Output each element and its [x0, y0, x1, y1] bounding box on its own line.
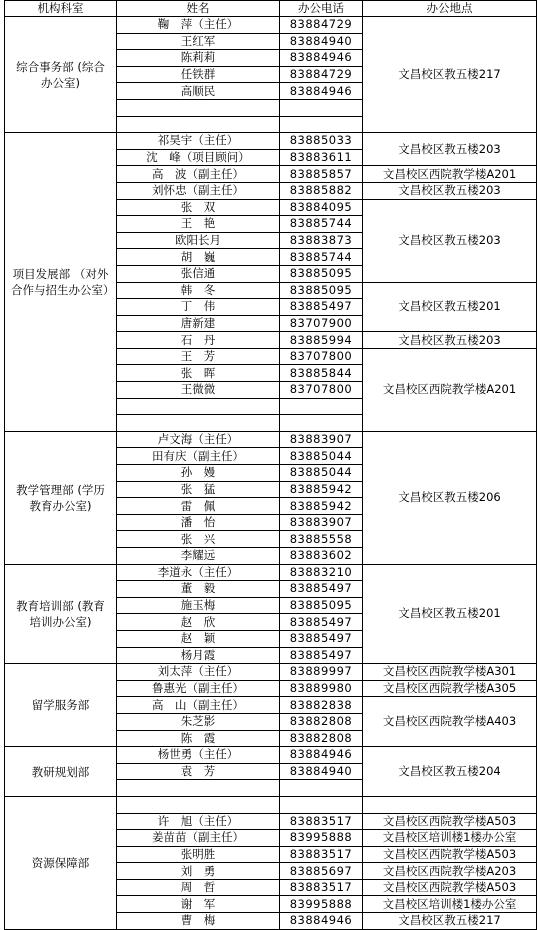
staff-name-cell: 卢文海（主任）	[117, 431, 280, 448]
phone-cell: 83707800	[280, 382, 363, 399]
table-row	[5, 664, 537, 681]
office-location-cell: 文昌校区西院教学楼A201	[363, 166, 537, 183]
office-location-cell: 文昌校区教五楼203	[363, 332, 537, 349]
staff-name-cell: 张明胜	[117, 846, 280, 863]
office-location-cell: 文昌校区西院教学楼A305	[363, 680, 537, 697]
phone-cell	[280, 796, 363, 813]
phone-cell: 83885497	[280, 614, 363, 631]
department-cell: 项目发展部 （对外合作与招生办公室）	[5, 133, 117, 432]
phone-cell	[280, 99, 363, 116]
phone-cell: 83883210	[280, 564, 363, 581]
department-cell: 教研规划部	[5, 747, 117, 797]
staff-name-cell: 任铁群	[117, 66, 280, 83]
staff-name-cell: 曹 梅	[117, 913, 280, 930]
staff-name-cell: 许 旭（主任）	[117, 813, 280, 830]
office-location-cell: 文昌校区培训楼1楼办公室	[363, 896, 537, 913]
department-cell: 综合事务部 (综合办公室)	[5, 17, 117, 133]
staff-name-cell: 欧阳长月	[117, 232, 280, 249]
phone-cell: 83883517	[280, 879, 363, 896]
header-phone: 办公电话	[280, 1, 363, 17]
phone-cell: 83885744	[280, 216, 363, 233]
phone-cell: 83885942	[280, 498, 363, 515]
phone-cell: 83885497	[280, 647, 363, 664]
staff-name-cell: 董 毅	[117, 581, 280, 598]
phone-cell	[280, 398, 363, 415]
office-location-cell: 文昌校区西院教学楼A301	[363, 664, 537, 681]
staff-name-cell: 胡 巍	[117, 249, 280, 266]
staff-name-cell: 高 波（副主任）	[117, 166, 280, 183]
staff-name-cell: 雷 佩	[117, 498, 280, 515]
staff-name-cell: 陈莉莉	[117, 50, 280, 67]
phone-cell: 83889997	[280, 664, 363, 681]
phone-cell: 83885857	[280, 166, 363, 183]
staff-name-cell: 沈 峰（项目顾问）	[117, 149, 280, 166]
staff-name-cell: 张 兴	[117, 531, 280, 548]
staff-name-cell: 赵 颖	[117, 630, 280, 647]
phone-cell: 83884946	[280, 747, 363, 764]
office-location-cell: 文昌校区西院教学楼A203	[363, 863, 537, 880]
phone-cell: 83883517	[280, 846, 363, 863]
phone-cell: 83885044	[280, 465, 363, 482]
staff-name-cell: 谢 军	[117, 896, 280, 913]
phone-cell: 83885844	[280, 365, 363, 382]
staff-name-cell	[117, 99, 280, 116]
department-cell: 留学服务部	[5, 664, 117, 747]
staff-name-cell: 潘 怡	[117, 514, 280, 531]
phone-cell: 83883611	[280, 149, 363, 166]
staff-name-cell: 袁 芳	[117, 763, 280, 780]
staff-name-cell: 刘太萍（主任）	[117, 664, 280, 681]
phone-cell: 83885994	[280, 332, 363, 349]
staff-name-cell: 张 猛	[117, 481, 280, 498]
phone-cell: 83884946	[280, 50, 363, 67]
phone-cell: 83707900	[280, 315, 363, 332]
staff-name-cell	[117, 415, 280, 432]
phone-cell: 83885497	[280, 581, 363, 598]
staff-name-cell: 鞠 萍（主任）	[117, 17, 280, 34]
staff-name-cell: 高顺民	[117, 83, 280, 100]
phone-cell: 83882808	[280, 713, 363, 730]
staff-name-cell: 李道永（主任）	[117, 564, 280, 581]
phone-cell: 83995888	[280, 896, 363, 913]
phone-cell: 83707800	[280, 348, 363, 365]
phone-cell: 83995888	[280, 830, 363, 847]
staff-name-cell: 施玉梅	[117, 597, 280, 614]
office-location-cell: 文昌校区教五楼203	[363, 133, 537, 166]
table-row	[5, 796, 537, 813]
staff-name-cell	[117, 780, 280, 797]
office-location-cell	[363, 796, 537, 813]
department-cell: 资源保障部	[5, 796, 117, 929]
phone-cell: 83885095	[280, 282, 363, 299]
staff-name-cell: 祁昊宇（主任）	[117, 133, 280, 150]
table-row	[5, 133, 537, 150]
phone-cell: 83884946	[280, 913, 363, 930]
staff-name-cell: 高 山（副主任）	[117, 697, 280, 714]
phone-cell: 83885095	[280, 265, 363, 282]
office-location-cell: 文昌校区教五楼201	[363, 564, 537, 664]
staff-name-cell: 孙 嫚	[117, 465, 280, 482]
phone-cell: 83884729	[280, 17, 363, 34]
staff-name-cell: 唐新建	[117, 315, 280, 332]
phone-cell: 83884946	[280, 83, 363, 100]
office-location-cell: 文昌校区教五楼217	[363, 17, 537, 133]
office-location-cell: 文昌校区西院教学楼A503	[363, 879, 537, 896]
office-location-cell: 文昌校区教五楼203	[363, 182, 537, 199]
staff-name-cell: 赵 欣	[117, 614, 280, 631]
phone-cell: 83889980	[280, 680, 363, 697]
phone-cell	[280, 116, 363, 133]
phone-cell	[280, 780, 363, 797]
staff-name-cell: 张 晖	[117, 365, 280, 382]
phone-cell: 83885095	[280, 597, 363, 614]
staff-name-cell: 朱芝影	[117, 713, 280, 730]
office-location-cell: 文昌校区西院教学楼A503	[363, 846, 537, 863]
phone-cell: 83885497	[280, 630, 363, 647]
office-location-cell: 文昌校区西院教学楼A201	[363, 348, 537, 431]
staff-name-cell: 王 艳	[117, 216, 280, 233]
staff-name-cell: 刘怀忠（副主任）	[117, 182, 280, 199]
phone-cell: 83885942	[280, 481, 363, 498]
phone-cell	[280, 415, 363, 432]
staff-name-cell: 张 双	[117, 199, 280, 216]
phone-cell: 83885497	[280, 299, 363, 316]
phone-cell: 83883907	[280, 514, 363, 531]
staff-name-cell: 陈 霞	[117, 730, 280, 747]
staff-name-cell: 田有庆（副主任）	[117, 448, 280, 465]
staff-name-cell: 韩 冬	[117, 282, 280, 299]
phone-cell: 83882808	[280, 730, 363, 747]
phone-cell: 83883907	[280, 431, 363, 448]
office-location-cell: 文昌校区培训楼1楼办公室	[363, 830, 537, 847]
phone-cell: 83883517	[280, 813, 363, 830]
department-cell: 教育培训部 (教育培训办公室)	[5, 564, 117, 664]
phone-cell: 83884940	[280, 33, 363, 50]
phone-cell: 83884940	[280, 763, 363, 780]
phone-cell: 83885558	[280, 531, 363, 548]
office-location-cell: 文昌校区教五楼206	[363, 431, 537, 564]
office-location-cell: 文昌校区教五楼203	[363, 199, 537, 282]
office-location-cell: 文昌校区教五楼201	[363, 282, 537, 332]
header-office: 办公地点	[363, 1, 537, 17]
phone-cell: 83884095	[280, 199, 363, 216]
table-row	[5, 747, 537, 764]
table-row	[5, 431, 537, 448]
department-cell: 教学管理部 (学历教育办公室)	[5, 431, 117, 564]
staff-name-cell: 杨世勇（主任）	[117, 747, 280, 764]
phone-cell: 83883602	[280, 548, 363, 565]
header-row	[5, 1, 537, 17]
office-location-cell: 文昌校区教五楼217	[363, 913, 537, 930]
office-location-cell: 文昌校区西院教学楼A403	[363, 697, 537, 747]
table-row	[5, 564, 537, 581]
staff-name-cell: 姜苗苗（副主任）	[117, 830, 280, 847]
staff-name-cell: 杨月霞	[117, 647, 280, 664]
header-dept: 机构科室	[5, 1, 117, 17]
staff-name-cell: 丁 伟	[117, 299, 280, 316]
staff-name-cell: 石 丹	[117, 332, 280, 349]
table-row	[5, 17, 537, 34]
header-name: 姓名	[117, 1, 280, 17]
staff-name-cell	[117, 796, 280, 813]
staff-name-cell: 鲁惠光（副主任）	[117, 680, 280, 697]
staff-name-cell	[117, 398, 280, 415]
staff-name-cell: 王 芳	[117, 348, 280, 365]
phone-cell: 83885882	[280, 182, 363, 199]
phone-cell: 83885044	[280, 448, 363, 465]
office-location-cell: 文昌校区西院教学楼A503	[363, 813, 537, 830]
office-location-cell: 文昌校区教五楼204	[363, 747, 537, 797]
staff-name-cell: 周 哲	[117, 879, 280, 896]
staff-name-cell: 李耀远	[117, 548, 280, 565]
staff-name-cell	[117, 116, 280, 133]
staff-name-cell: 王微微	[117, 382, 280, 399]
staff-name-cell: 王红军	[117, 33, 280, 50]
staff-directory-table	[4, 0, 537, 930]
phone-cell: 83884729	[280, 66, 363, 83]
phone-cell: 83882838	[280, 697, 363, 714]
phone-cell: 83885033	[280, 133, 363, 150]
phone-cell: 83883873	[280, 232, 363, 249]
phone-cell: 83885744	[280, 249, 363, 266]
phone-cell: 83885697	[280, 863, 363, 880]
staff-name-cell: 张信通	[117, 265, 280, 282]
staff-name-cell: 刘 勇	[117, 863, 280, 880]
